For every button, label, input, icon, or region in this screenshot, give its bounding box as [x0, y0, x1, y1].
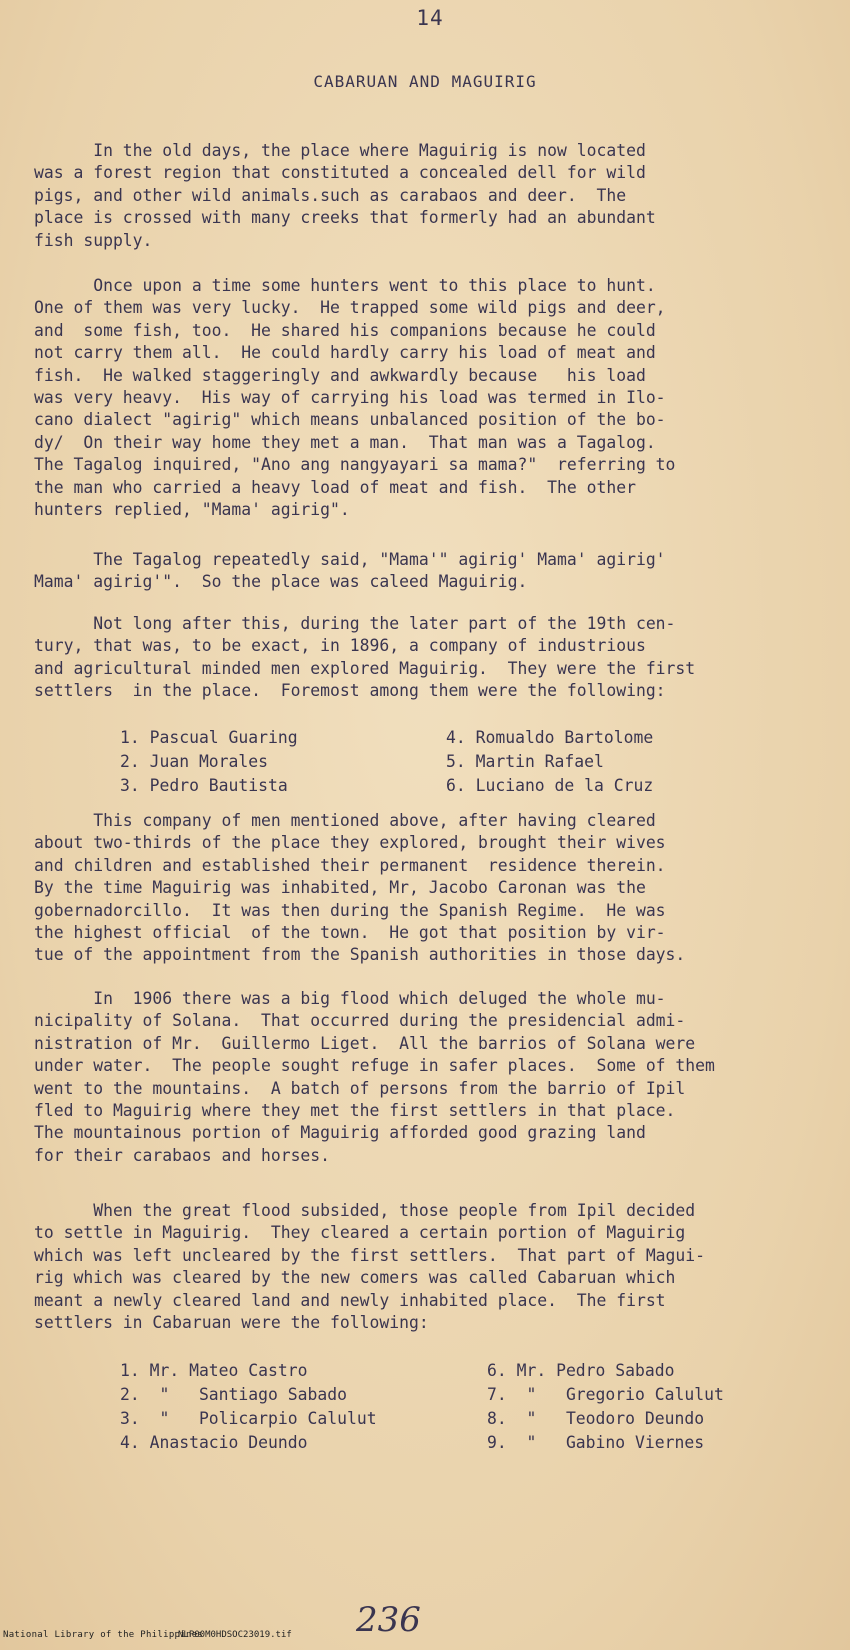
list-item: 4. Romualdo Bartolome [446, 728, 654, 747]
list-item: 9. " Gabino Viernes [487, 1433, 705, 1452]
list-item: 7. " Gregorio Calulut [487, 1385, 724, 1404]
paragraph-6: In 1906 there was a big flood which deluged the whole mu- nicipality of Solana. That occurred during the presidencial admi- nistration of Mr. Guillermo Liget. All the barrios of Solana were under water. The people sought refuge in safer places. Some of them went to the mountains. A batch of persons from the barrio of Ipil fled to Maguirig where they met the first settlers in that place. The mountainous portion of Maguirig afforded good grazing land for their carabaos and horses. [34, 989, 715, 1165]
paragraph-3: The Tagalog repeatedly said, "Mama'" agirig' Mama' agirig' Mama' agirig'". So the place was caleed Maguirig. [34, 550, 666, 592]
list-item: 2. " Santiago Sabado [120, 1385, 347, 1404]
paragraph-4: Not long after this, during the later part of the 19th cen- tury, that was, to be exact, in 1896, a company of industrious and agricultural minded men explored Maguirig. They were the first settlers in the place. Foremost among them were the following: [34, 614, 696, 701]
document-title: CABARUAN AND MAGUIRIG [313, 72, 537, 91]
list-item: 2. Juan Morales [120, 752, 269, 771]
paragraph-5: This company of men mentioned above, after having cleared about two-thirds of the place they explored, brought their wives and children and established their permanent residence therein. By the time Maguirig was inhabited, Mr, Jacobo Caronan was the gobernadorcillo. It was then during the Spanish Regime. He was the highest official of the town. He got that position by vir- tue of the appointment from the Spanish authorities in those days. [34, 811, 686, 965]
cabaruan-settlers-list-left [120, 1359, 377, 1455]
first-settlers-list-left [120, 726, 298, 798]
list-item: 3. " Policarpio Calulut [120, 1409, 377, 1428]
list-item: 1. Pascual Guaring [120, 728, 298, 747]
page-number: 14 [416, 6, 444, 30]
list-item: 1. Mr. Mateo Castro [120, 1361, 308, 1380]
list-item: 4. Anastacio Deundo [120, 1433, 308, 1452]
list-item: 6. Luciano de la Cruz [446, 776, 654, 795]
list-item: 6. Mr. Pedro Sabado [487, 1361, 675, 1380]
paragraph-2: Once upon a time some hunters went to this place to hunt. One of them was very lucky. He trapped some wild pigs and deer, and some fish, too. He shared his companions because he could not carry them all. He could hardly carry his load of meat and fish. He walked staggeringly and awkwardly because his load was very heavy. His way of carrying his load was termed in Ilo- cano dialect "agirig" which means unbalanced position of the bo- dy/ On their way home they met a man. That man was a Tagalog. The Tagalog inquired, "Ano ang nangyayari sa mama?" referring to the man who carried a heavy load of meat and fish. The other hunters replied, "Mama' agirig". [34, 276, 676, 520]
first-settlers-list-right [446, 726, 653, 798]
cabaruan-settlers-list-right [487, 1359, 724, 1455]
paragraph-1: In the old days, the place where Maguirig is now located was a forest region that constituted a concealed dell for wild pigs, and other wild animals.such as carabaos and deer. The place is crossed with many creeks that formerly had an abundant fish supply. [34, 141, 656, 250]
list-item: 5. Martin Rafael [446, 752, 604, 771]
handwritten-page-number: 236 [356, 1600, 421, 1640]
paragraph-7: When the great flood subsided, those people from Ipil decided to settle in Maguirig. They cleared a certain portion of Maguirig which was left uncleared by the first settlers. That part of Magui- rig which was cleared by the new comers was called Cabaruan which meant a newly cleared land and newly inhabited place. The first settlers in Cabaruan were the following: [34, 1201, 706, 1333]
list-item: 3. Pedro Bautista [120, 776, 288, 795]
file-name-footer: NLP00M0HDSOC23019.tif [178, 1630, 292, 1640]
list-item: 8. " Teodoro Deundo [487, 1409, 705, 1428]
library-footer: National Library of the Philippines [3, 1630, 204, 1640]
